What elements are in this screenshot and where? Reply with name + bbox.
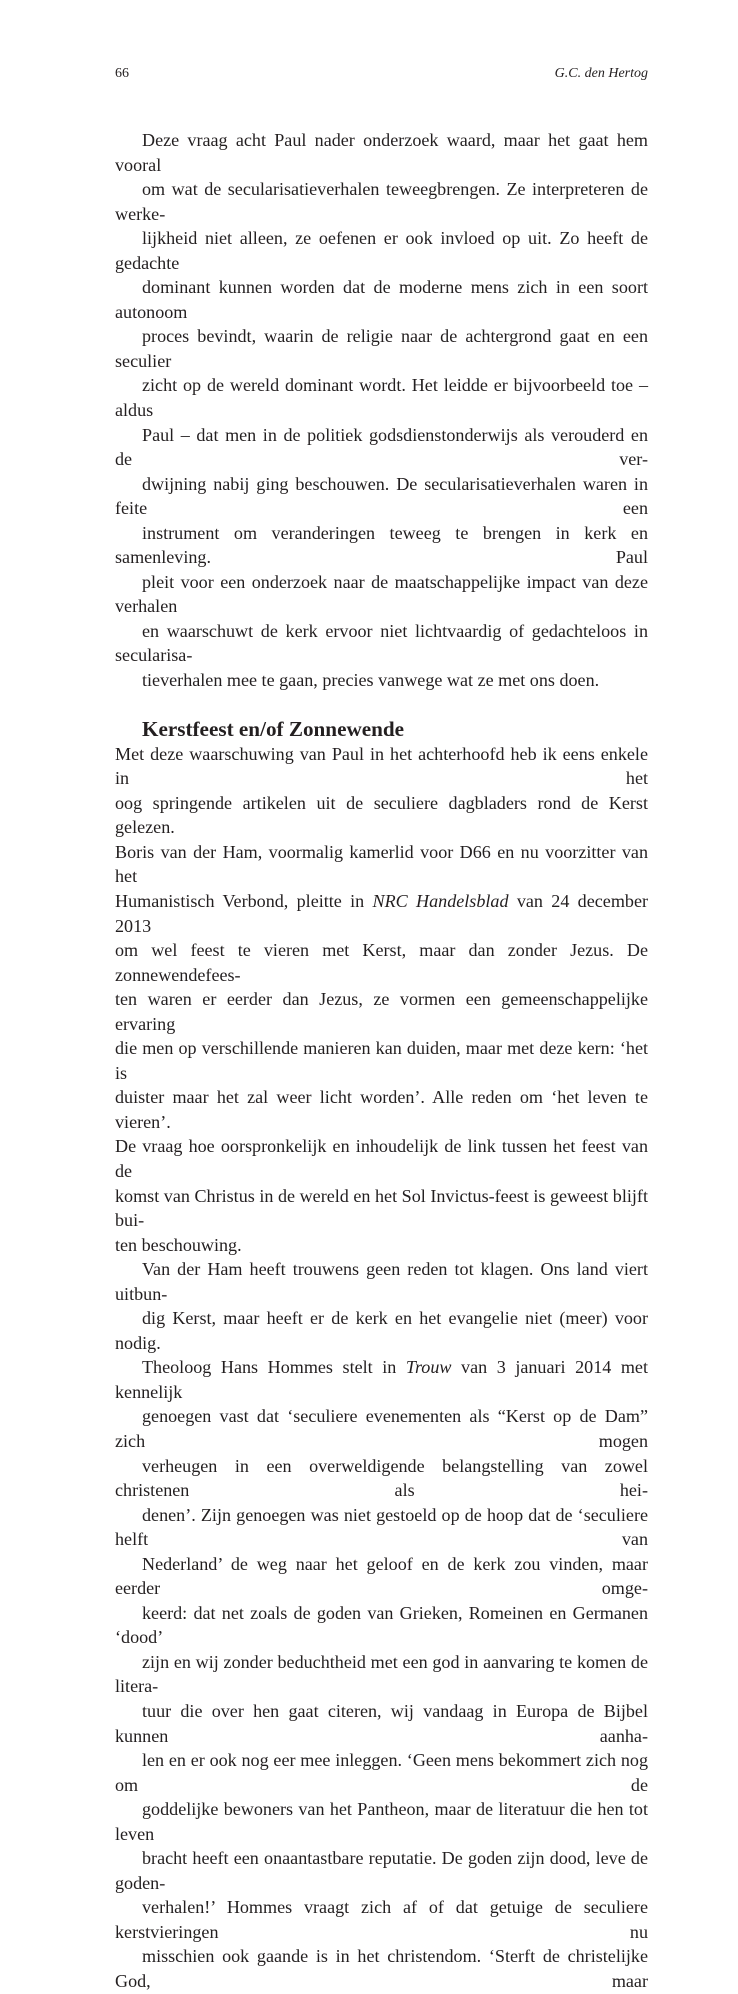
text-line: goddelijke bewoners van het Pantheon, maar de literatuur die hen tot leven <box>115 1799 648 1844</box>
paragraph-1 <box>115 128 648 693</box>
text-line: en waarschuwt de kerk ervoor niet lichtvaardig of gedachteloos in secularisa- <box>115 620 648 666</box>
body-text <box>115 128 648 1994</box>
page-number: 66 <box>115 66 129 81</box>
text-line: zijn en wij zonder beduchtheid met een god in aanvaring te komen de litera- <box>115 1651 648 1697</box>
text-line: dominant kunnen worden dat de moderne mens zich in een soort autonoom <box>115 277 648 322</box>
running-head-author: G.C. den Hertog <box>554 66 648 81</box>
text-line: keerd: dat net zoals de goden van Grieken, Romeinen en Germanen ‘dood’ <box>115 1602 648 1648</box>
text-line: proces bevindt, waarin de religie naar de achtergrond gaat en een seculier <box>115 326 648 371</box>
text-line: Paul – dat men in de politiek godsdienstonderwijs als verouderd en de ver- <box>115 424 648 470</box>
text-line: komst van Christus in de wereld en het Sol Invictus-feest is geweest blijft bui- <box>115 1185 648 1231</box>
section-heading: Kerstfeest en/of Zonnewende <box>142 717 405 742</box>
text-line: oog springende artikelen uit de seculiere dagbladers rond de Kerst gelezen. <box>115 792 648 838</box>
text-line: lijkheid niet alleen, ze oefenen er ook invloed op uit. Zo heeft de gedachte <box>115 228 648 273</box>
text-line: zicht op de wereld dominant wordt. Het leidde er bijvoorbeeld toe – aldus <box>115 375 648 421</box>
text-line: tuur die over hen gaat citeren, wij vandaag in Europa de Bijbel kunnen aanha- <box>115 1701 648 1746</box>
text-line: misschien ook gaande is in het christendom. ‘Sterft de christelijke God, maar <box>115 1946 648 1992</box>
text-run: Theoloog Hans Hommes stelt in <box>142 1357 397 1378</box>
text-line: dig Kerst, maar heeft er de kerk en het evangelie niet (meer) voor nodig. <box>115 1308 648 1353</box>
text-line: tieverhalen mee te gaan, precies vanwege wat ze met ons doen. <box>142 670 600 691</box>
text-line: om wat de secularisatieverhalen teweegbrengen. Ze interpreteren de werke- <box>115 179 648 224</box>
newspaper-title: NRC Handelsblad <box>372 890 509 911</box>
paragraph-3 <box>115 1257 648 1993</box>
text-line: Deze vraag acht Paul nader onderzoek waard, maar het gaat hem vooral <box>115 130 648 175</box>
newspaper-title: Trouw <box>405 1357 452 1378</box>
text-run: van 24 december 2013 <box>115 890 648 936</box>
text-line: Nederland’ de weg naar het geloof en de kerk zou vinden, maar eerder omge- <box>115 1553 648 1599</box>
text-line: duister maar het zal weer licht worden’. Alle reden om ‘het leven te vieren’. <box>115 1087 648 1132</box>
text-line: pleit voor een onderzoek naar de maatschappelijke impact van deze verhalen <box>115 571 648 617</box>
text-line: Boris van der Ham, voormalig kamerlid voor D66 en nu voorzitter van het <box>115 841 648 887</box>
text-line: dwijning nabij ging beschouwen. De secularisatieverhalen waren in feite een <box>115 473 648 519</box>
text-line: ten beschouwing. <box>115 1234 242 1255</box>
paragraph-2 <box>115 742 648 1257</box>
text-run: Humanistisch Verbond, pleitte in <box>115 890 365 911</box>
text-line: verheugen in een overweldigende belangstelling van zowel christenen als hei- <box>115 1455 648 1501</box>
text-line: Van der Ham heeft trouwens geen reden tot klagen. Ons land viert uitbun- <box>115 1259 648 1304</box>
text-line: genoegen vast dat ‘seculiere evenementen als “Kerst op de Dam” zich mogen <box>115 1406 648 1451</box>
text-line: instrument om veranderingen teweeg te brengen in kerk en samenleving. Paul <box>115 522 648 568</box>
text-line: ten waren er eerder dan Jezus, ze vormen een gemeenschappelijke ervaring <box>115 989 648 1034</box>
text-line-with-italic <box>115 1355 648 1404</box>
text-line: bracht heeft een onaantastbare reputatie. De goden zijn dood, leve de goden- <box>115 1848 648 1893</box>
text-line: denen’. Zijn genoegen was niet gestoeld op de hoop dat de ‘seculiere helft van <box>115 1504 648 1550</box>
text-line: verhalen!’ Hommes vraagt zich af of dat getuige de seculiere kerstvieringen nu <box>115 1897 648 1942</box>
text-line-with-italic <box>115 889 648 938</box>
text-line: len en er ook nog eer mee inleggen. ‘Geen mens bekommert zich nog om de <box>115 1750 648 1795</box>
text-line: die men op verschillende manieren kan duiden, maar met deze kern: ‘het is <box>115 1038 648 1083</box>
text-line: De vraag hoe oorspronkelijk en inhoudelijk de link tussen het feest van de <box>115 1136 648 1181</box>
text-line: om wel feest te vieren met Kerst, maar dan zonder Jezus. De zonnewendefees- <box>115 940 648 985</box>
text-run: van 3 januari 2014 met kennelijk <box>115 1357 648 1402</box>
running-head <box>115 64 648 84</box>
text-line: Met deze waarschuwing van Paul in het achterhoofd heb ik eens enkele in het <box>115 743 648 789</box>
